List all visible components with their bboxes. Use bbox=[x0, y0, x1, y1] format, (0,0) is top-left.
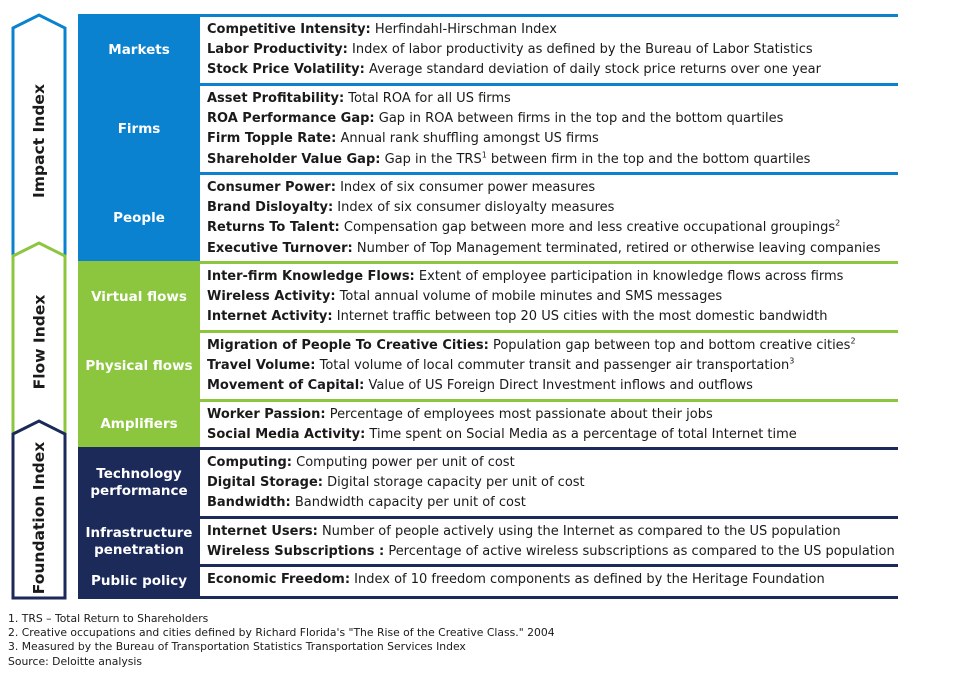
category-cell bbox=[78, 449, 200, 517]
metric-description: Time spent on Social Media as a percentage of total Internet time bbox=[369, 427, 797, 443]
table-row bbox=[78, 449, 898, 517]
metric-description: Index of six consumer disloyalty measures bbox=[337, 200, 615, 216]
metric-term: Migration of People To Creative Cities: bbox=[207, 338, 489, 353]
metric-line bbox=[207, 570, 898, 590]
foundation-index-bracket bbox=[10, 418, 68, 601]
metric-line bbox=[207, 473, 898, 493]
footnote-marker: 2 bbox=[835, 219, 841, 229]
category-cell bbox=[78, 518, 200, 565]
description-cell bbox=[200, 401, 898, 448]
description-cell bbox=[200, 332, 898, 400]
metric-term: Internet Activity: bbox=[207, 309, 333, 325]
table-row bbox=[78, 174, 898, 262]
metric-term: Shareholder Value Gap: bbox=[207, 151, 381, 167]
footnotes bbox=[8, 612, 555, 669]
metric-term: Brand Disloyalty: bbox=[207, 200, 334, 216]
footnote-3: 3. Measured by the Bureau of Transportation Statistics Transportation Services Index bbox=[8, 640, 466, 654]
metric-line bbox=[207, 405, 898, 425]
metric-term: Social Media Activity: bbox=[207, 427, 366, 443]
metric-line bbox=[207, 267, 898, 287]
metric-description: Value of US Foreign Direct Investment inflows and outflows bbox=[368, 378, 753, 394]
metric-description: Gap in ROA between firms in the top and the bottom quartiles bbox=[378, 111, 784, 127]
category-label: Technology performance bbox=[90, 466, 188, 499]
description-cell bbox=[200, 449, 898, 517]
description-cell bbox=[200, 566, 898, 597]
metric-line bbox=[207, 542, 898, 562]
metric-description: Total ROA for all US firms bbox=[348, 91, 511, 106]
category-label: Amplifiers bbox=[100, 416, 178, 432]
category-label: Markets bbox=[108, 41, 170, 58]
flow-index-label: Flow Index bbox=[30, 294, 48, 389]
metric-description: Gap in the TRS bbox=[384, 151, 482, 167]
metric-line bbox=[207, 522, 898, 542]
metric-term: Worker Passion: bbox=[207, 407, 326, 422]
metric-term: Computing: bbox=[207, 455, 293, 470]
category-cell bbox=[78, 566, 200, 597]
impact-index-label: Impact Index bbox=[30, 84, 48, 198]
metric-description: Total volume of local commuter transit and passenger air transportation bbox=[319, 358, 790, 374]
table-row bbox=[78, 518, 898, 565]
metric-term: Competitive Intensity: bbox=[207, 22, 371, 37]
metric-line bbox=[207, 40, 898, 60]
metric-line bbox=[207, 109, 898, 129]
table-row bbox=[78, 85, 898, 173]
metric-line bbox=[207, 60, 898, 80]
category-cell bbox=[78, 401, 200, 448]
table-row bbox=[78, 566, 898, 597]
foundation-index-label: Foundation Index bbox=[30, 441, 49, 594]
metric-term: Movement of Capital: bbox=[207, 378, 365, 394]
metric-term: Inter-firm Knowledge Flows: bbox=[207, 269, 415, 284]
metric-line bbox=[207, 89, 898, 109]
metric-line bbox=[207, 287, 898, 307]
metric-line bbox=[207, 150, 898, 170]
metric-description-cont: between firm in the top and the bottom quartiles bbox=[486, 151, 811, 167]
impact-index-bracket bbox=[10, 12, 68, 270]
metric-description: Average standard deviation of daily stock price returns over one year bbox=[368, 62, 821, 78]
source-note: Source: Deloitte analysis bbox=[8, 654, 142, 668]
footnote-marker: 2 bbox=[850, 336, 856, 346]
metric-description: Digital storage capacity per unit of cost bbox=[327, 475, 585, 491]
metric-description: Annual rank shuffling amongst US firms bbox=[340, 131, 599, 147]
metric-term: Labor Productivity: bbox=[207, 42, 348, 58]
metric-description: Number of Top Management terminated, retired or otherwise leaving companies bbox=[356, 240, 881, 256]
metric-line bbox=[207, 356, 898, 376]
category-label: Infrastructure penetration bbox=[85, 524, 193, 558]
category-label: Public policy bbox=[90, 573, 188, 589]
metric-description: Bandwidth capacity per unit of cost bbox=[294, 495, 526, 511]
metric-term: Economic Freedom: bbox=[207, 572, 351, 587]
metric-line bbox=[207, 129, 898, 149]
footnote-marker: 1 bbox=[481, 150, 487, 160]
category-label: Virtual flows bbox=[91, 288, 187, 305]
metric-description: Index of labor productivity as defined by the Bureau of Labor Statistics bbox=[352, 42, 813, 58]
metric-line bbox=[207, 218, 898, 238]
metric-description: Compensation gap between more and less creative occupational groupings bbox=[343, 220, 836, 236]
metric-description: Extent of employee participation in knowledge flows across firms bbox=[418, 269, 844, 284]
table-row bbox=[78, 401, 898, 448]
metric-term: Firm Topple Rate: bbox=[207, 131, 337, 147]
table-row bbox=[78, 263, 898, 331]
metric-term: Digital Storage: bbox=[207, 475, 323, 491]
footnote-1: 1. TRS – Total Return to Shareholders bbox=[8, 612, 209, 625]
table-row bbox=[78, 16, 898, 84]
metric-line bbox=[207, 178, 898, 198]
metric-term: Internet Users: bbox=[207, 524, 318, 539]
metric-line bbox=[207, 425, 898, 445]
metric-description: Number of people actively using the Internet as compared to the US population bbox=[321, 524, 841, 539]
category-cell bbox=[78, 332, 200, 400]
metric-description: Herfindahl-Hirschman Index bbox=[374, 22, 557, 37]
metric-description: Population gap between top and bottom creative cities bbox=[492, 338, 851, 353]
metric-description: Internet traffic between top 20 US cities with the most domestic bandwidth bbox=[336, 309, 828, 325]
metric-description: Index of 10 freedom components as defined by the Heritage Foundation bbox=[354, 572, 825, 587]
metric-line bbox=[207, 376, 898, 396]
metric-term: Wireless Activity: bbox=[207, 289, 336, 305]
row-divider-bottom bbox=[78, 596, 898, 599]
metric-description: Index of six consumer power measures bbox=[340, 180, 596, 195]
metric-term: Wireless Subscriptions : bbox=[207, 544, 385, 560]
metric-line bbox=[207, 307, 898, 327]
description-cell bbox=[200, 85, 898, 173]
metric-term: Bandwidth: bbox=[207, 495, 291, 511]
metric-term: Travel Volume: bbox=[207, 358, 316, 374]
metric-description: Percentage of active wireless subscriptions as compared to the US population bbox=[388, 544, 895, 560]
metric-description: Computing power per unit of cost bbox=[296, 455, 515, 470]
metric-description: Percentage of employees most passionate about their jobs bbox=[329, 407, 713, 422]
metric-term: ROA Performance Gap: bbox=[207, 111, 375, 127]
footnote-2: 2. Creative occupations and cities defined by Richard Florida's "The Rise of the Creative Class." 2004 bbox=[8, 626, 555, 640]
metric-line bbox=[207, 336, 898, 356]
metric-description: Total annual volume of mobile minutes and SMS messages bbox=[339, 289, 723, 305]
category-cell bbox=[78, 85, 200, 173]
metric-term: Asset Profitability: bbox=[207, 91, 345, 106]
metric-term: Returns To Talent: bbox=[207, 220, 340, 236]
description-cell bbox=[200, 174, 898, 262]
metric-term: Stock Price Volatility: bbox=[207, 62, 365, 78]
category-cell bbox=[78, 16, 200, 84]
description-cell bbox=[200, 263, 898, 331]
description-cell bbox=[200, 16, 898, 84]
metric-line bbox=[207, 493, 898, 513]
metric-term: Executive Turnover: bbox=[207, 240, 353, 256]
table-row bbox=[78, 332, 898, 400]
footnote-marker: 3 bbox=[789, 356, 795, 366]
category-label: Firms bbox=[117, 120, 161, 137]
metric-line bbox=[207, 20, 898, 40]
category-cell bbox=[78, 263, 200, 331]
category-label: Physical flows bbox=[85, 357, 193, 374]
metric-line bbox=[207, 453, 898, 473]
description-cell bbox=[200, 518, 898, 565]
metric-line bbox=[207, 239, 898, 259]
category-cell bbox=[78, 174, 200, 262]
metric-term: Consumer Power: bbox=[207, 180, 336, 195]
category-label: People bbox=[113, 209, 165, 226]
metric-line bbox=[207, 198, 898, 218]
